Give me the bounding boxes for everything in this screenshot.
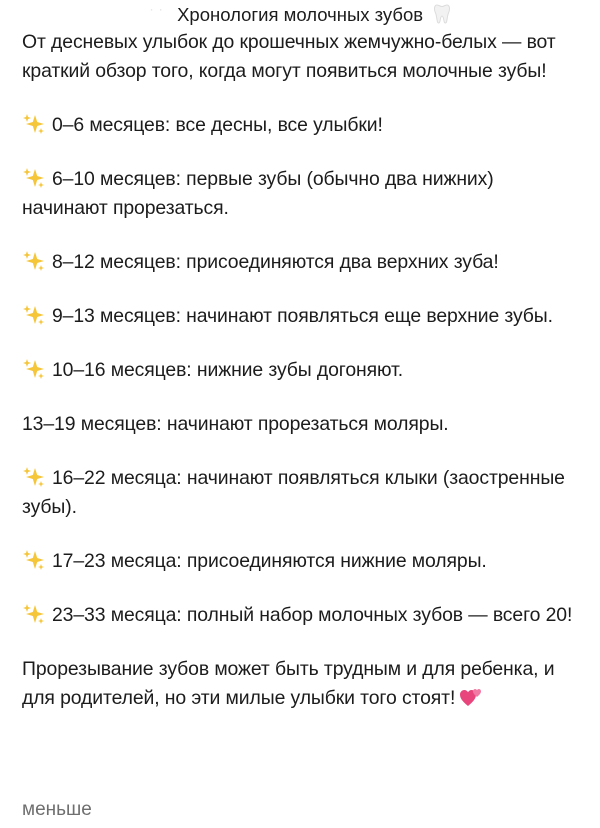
milestone-text: 23–33 месяца: полный набор молочных зубов — всего 20! [52, 604, 573, 626]
outro-text: Прорезывание зубов может быть трудным и для ребенка, и для родителей, но эти милые улыбки того стоят! [22, 658, 555, 709]
intro-paragraph: От десневых улыбок до крошечных жемчужно-белых — вот краткий обзор того, когда могут появиться молочные зубы! [22, 31, 556, 82]
milestone-text: 0–6 месяцев: все десны, все улыбки! [52, 114, 383, 136]
post-title: Хронология молочных зубов [177, 4, 424, 25]
sparkles-icon [22, 358, 46, 380]
sparkles-icon [22, 549, 46, 571]
milestone-text: 10–16 месяцев: нижние зубы догоняют. [52, 359, 403, 381]
milestone-item [22, 410, 582, 439]
post-title-row [0, 2, 600, 31]
sparkles-icon [22, 250, 46, 272]
milestone-item [22, 547, 582, 576]
milestone-text: 6–10 месяцев: первые зубы (обычно два нижних) начинают прорезаться. [22, 168, 494, 219]
sparkles-icon [22, 167, 46, 189]
milestone-text: 8–12 месяцев: присоединяются два верхних зуба! [52, 251, 499, 273]
sparkles-icon [22, 304, 46, 326]
tooth-icon [434, 4, 450, 31]
outro-paragraph [22, 655, 582, 713]
milestone-text: 17–23 месяца: присоединяются нижние моляры. [52, 550, 487, 572]
milestone-text: 16–22 месяца: начинают появляться клыки (заостренные зубы). [22, 467, 565, 518]
show-less-button[interactable]: меньше [22, 799, 92, 820]
milestone-item [22, 111, 582, 140]
milestone-text: 9–13 месяцев: начинают появляться еще верхние зубы. [52, 305, 553, 327]
two-hearts-icon [459, 686, 483, 708]
post-body [22, 28, 582, 713]
milestone-item [22, 165, 582, 223]
sparkle-decoration-icon: ˙ ˙ [149, 7, 164, 25]
sparkles-icon [22, 113, 46, 135]
milestone-item [22, 248, 582, 277]
sparkles-icon [22, 466, 46, 488]
milestone-item [22, 464, 582, 522]
milestone-item [22, 356, 582, 385]
sparkles-icon [22, 603, 46, 625]
milestone-item [22, 302, 582, 331]
milestone-text: 13–19 месяцев: начинают прорезаться моляры. [22, 413, 449, 435]
milestone-item [22, 601, 582, 630]
